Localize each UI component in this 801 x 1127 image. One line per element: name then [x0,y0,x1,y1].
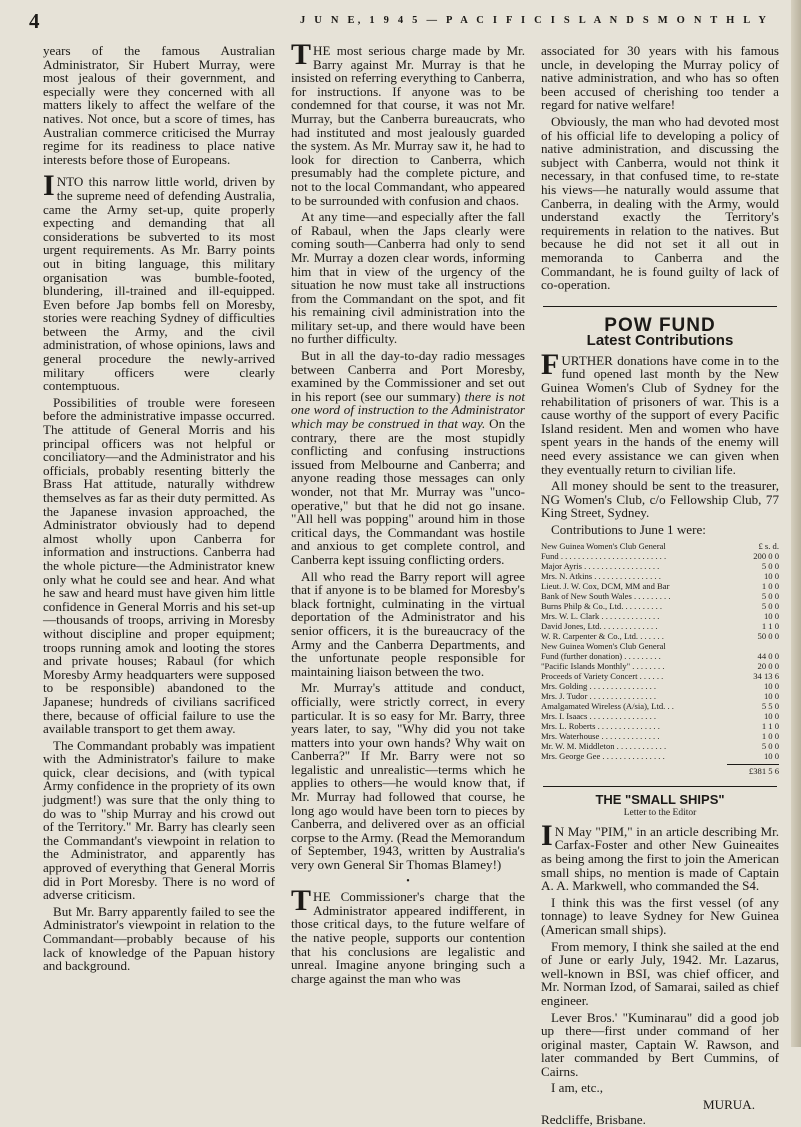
list-item [541,601,779,611]
paragraph: I think this was the first vessel (of any tonnage) to leave Sydney for New Guinea (American small ships). [541,894,779,937]
contributor-name: Major Ayris . . . . . . . . . . . . . . . . . . [541,560,660,571]
contributor-name: Burns Philp & Co., Ltd. . . . . . . . . . [541,600,663,611]
contribution-amount: 5 5 0 [761,700,779,711]
pow-fund-title: POW FUND [604,314,716,336]
contribution-rows [541,551,779,761]
contributor-name: Mrs. J. Tudor . . . . . . . . . . . . . . . . [541,690,657,701]
contributor-name: Mrs. N. Atkins . . . . . . . . . . . . . . . . [541,570,661,581]
list-item [541,731,779,741]
italic-emphasis: there is not one word of instruction to the Administrator which may be construed in that way. [291,388,525,432]
contributor-name: Mrs. W. L. Clark . . . . . . . . . . . . . . [541,610,660,621]
list-item [541,671,779,681]
list-item [541,621,779,631]
contribution-amount: 10 0 [763,680,779,691]
contribution-amount: 10 0 [763,690,779,701]
contribution-amount: 20 0 0 [757,660,779,671]
list-item [541,711,779,721]
list-item [541,551,779,561]
list-header-currency: £ s. d. [758,540,779,551]
list-item [541,641,779,651]
paragraph: At any time—and especially after the fall of Rabaul, when the Japs clearly were coming south—Canberra had only to send Mr. Murray a dozen clear words, informing him that in view of the urgency of the situation he now must take all instructions from the Commandant on the spot, and fit his remaining civil administration into the military set-up, and there would have been no further difficulty. [291,209,525,347]
page-number: 4 [29,9,40,33]
contribution-amount: 5 0 0 [761,740,779,751]
paragraph: FURTHER donations have come in to the fund opened last month by the New Guinea Women's Club of Sydney for the rehabilitation of prisoners of war. This is a cause worthy of the support of every Pacific Island resident. Men and women who have spent years in the hands of the enemy will need every assistance we can given when they eventually return to civilian life. [541,347,779,477]
paragraph: Possibilities of trouble were foreseen before the administrative impasse occurred. The attitude of General Morris and his principal officers was not helpful or conciliatory—and the Administrator and his officials, probably resenting bitterly the Brass Hat attitude, naturally withdrew themselves as far as their duty permitted. As the Japanese invasion approached, the Administrator obviously had to depend almost wholly upon Canberra for information and instructions. Canberra had the whole picture—the Administrator knew only what he could see and hear. And what he saw and heard must have given him little confidence in General Morris and his set-up—thousands of troops, arriving in Moresby without discipline and proper equipment; troops running amok and looting the stores and private houses; Rabaul (for which Moresby Army headquarters were supposed to be responsible) abandoned to the Japanese; hundreds of civilians sacrificed there, because of official failure to use the available transport to get them away. [43,394,275,737]
contributor-name: W. R. Carpenter & Co., Ltd. . . . . . . [541,630,664,641]
contribution-amount [737,641,779,651]
contributor-name: Mrs. Waterhouse . . . . . . . . . . . . . . [541,730,660,741]
total-row [541,764,779,776]
contribution-amount: 10 0 [763,710,779,721]
running-head: J U N E, 1 9 4 5 — P A C I F I C I S L A N D S M O N T H L Y [300,15,770,26]
text-run: But in all the day-to-day radio messages between Canberra and Port Moresby, examined by the Commissioner and set out in his report (see our summary) [291,348,525,404]
paragraph: All money should be sent to the treasurer, NG Women's Club, c/o Fellowship Club, 77 King Street, Sydney. [541,478,779,521]
small-ships-subtitle: Letter to the Editor [623,808,697,819]
total-amount: £381 5 6 [727,764,779,776]
address: Redcliffe, Brisbane. [541,1111,646,1127]
contributor-name: Mrs. I. Isaacs . . . . . . . . . . . . . . . . [541,710,657,721]
signature: MURUA. [702,1097,755,1113]
paragraph: All who read the Barry report will agree that if anyone is to be blamed for Moresby's black fortnight, culminating in the virtual deportation of the Administrator and his senior officers, it is the bureaucracy of the Army and the Canberra Departments, and the unfortunate people responsible for maintaining liaison between the two. [291,568,525,679]
paragraph [291,349,525,567]
paragraph: years of the famous Australian Administrator, Sir Hubert Murray, were most jealous of their government, and especially were they concerned with all matters likely to affect the welfare of the natives. Not once, but a score of times, has Australian commerce criticised the Murray regime for its readiness to place native interests before those of Europeans. [43,43,275,167]
paragraph: Lever Bros.' "Kuminarau" did a good job up there—first under command of her original master, Captain W. Rawson, and later commanded by Bert Cummins, of Cairns. [541,1009,779,1079]
contributor-name: Amalgamated Wireless (A/sia), Ltd. . . [541,700,674,711]
small-ships-title: THE "SMALL SHIPS" [595,791,725,807]
list-item [541,721,779,731]
list-item [541,691,779,701]
contributor-name: Mr. W. M. Middleton . . . . . . . . . . . . [541,740,667,751]
contributor-name: "Pacific Islands Monthly" . . . . . . . . [541,660,665,671]
list-header [541,541,779,551]
list-item [541,611,779,621]
page-edge-shadow [791,0,801,1047]
list-item [541,581,779,591]
contribution-amount: 50 0 0 [757,630,779,641]
contributions-list [541,541,779,776]
text-run: On the contrary, there are the most stupidly conflicting and confusing instructions issued from Melbourne and Canberra; and anyone reading those messages can only wonder, not that Mr. Murray was "unco-operative," but that he did not go insane. "All hell was popping" around him in those critical days, the Commandant was hostile and anxious to get complete control, and Canberra kept issuing conflicting orders. [291,416,526,567]
contributor-name: Mrs. Golding . . . . . . . . . . . . . . . . [541,680,657,691]
contribution-amount: 1 0 0 [761,580,779,591]
contributor-name: Bank of New South Wales . . . . . . . . . [541,590,671,601]
contribution-amount: 10 0 [763,750,779,761]
contribution-amount: 5 0 0 [761,560,779,571]
contribution-amount: 1 1 0 [761,620,779,631]
paragraph: THE most serious charge made by Mr. Barry against Mr. Murray is that he insisted on referring everything to Canberra, for instructions. If anyone was to be condemned for that course, it was not Mr. Murray, but the Canberra bureaucrats, who had instituted and most jealously guarded the system. As Mr. Murray saw it, he had to look for direction to Canberra, which presumably had the complete picture, and not to the local Commandant, who appeared to be surrounded with confusion and chaos. [291,38,525,208]
section-rule [543,306,777,307]
contributor-name: Proceeds of Variety Concert . . . . . . [541,670,664,681]
contribution-amount: 5 0 0 [761,590,779,601]
paragraph: Contributions to June 1 were: [551,522,706,537]
pow-fund-subtitle: Latest Contributions [586,332,734,350]
list-item [541,651,779,661]
contributor-name: Fund (further donation) . . . . . . . . . [541,650,661,661]
paragraph: IN May "PIM," in an article describing Mr. Carfax-Foster and other New Guineaites as being among the first to join the American small ships, no mention is made of Captain A. A. Markwell, who commanded the S4. [541,818,779,894]
list-item [541,571,779,581]
contributor-name: Lieut. J. W. Cox, DCM, MM and Bar [541,580,670,591]
closing: I am, etc., [551,1080,603,1096]
list-item [541,681,779,691]
contribution-amount: 5 0 0 [761,600,779,611]
list-item [541,631,779,641]
contribution-amount: 34 13 6 [753,670,779,681]
list-item [541,741,779,751]
contributor-name: Mrs. L. Roberts . . . . . . . . . . . . . . . [541,720,660,731]
paragraph: From memory, I think she sailed at the end of June or early July, 1942. Mr. Lazarus, well-known in BSI, was chief officer, and Mr. Norman Izod, of Samarai, sailed as chief engineer. [541,938,779,1008]
contribution-amount: 10 0 [763,610,779,621]
paragraph: INTO this narrow little world, driven by the supreme need of defending Australia, came the Army set-up, quite properly expecting and demanding that all considerations be subverted to its most urgent requirements. As Mr. Barry points out in biting language, this military organisation was bumble-footed, blundering, ill-trained and ill-equipped. Even before Jap bombs fell on Moresby, stories were reaching Sydney of difficulties between the Army, and the civil administration, of whose opinions, laws and general procedure the newly-arrived military officers were clearly contemptuous. [43,169,275,394]
list-item [541,751,779,761]
column-1 [43,44,275,976]
contributor-name: Fund . . . . . . . . . . . . . . . . . . . . . . . . . [541,550,667,561]
paragraph: THE Commissioner's charge that the Administrator appeared indifferent, in those critical days, to the future welfare of the native people, supports our contention that his conclusions are legalistic and unreal. Imagine anyone bringing such a charge against the man who was [291,884,525,986]
paragraph: But Mr. Barry apparently failed to see the Administrator's viewpoint in relation to the Commandant—probably because of his lack of knowledge of the Papuan history and background. [43,903,275,974]
list-header-name: New Guinea Women's Club General [541,540,666,551]
paragraph: Mr. Murray's attitude and conduct, officially, were strictly correct, in every particular. It is so easy for Mr. Barry, three years later, to say, "Why did you not take matters into your own hands? Why wait on Canberra?" If Mr. Barry were not so legalistic and unrealistic—terms which he applies to others—he would know that, if Mr. Murray had followed that course, he long ago would have been torn to pieces by Canberra, and delivered over as an official corpse to the Army. (Read the Memorandum of September, 1943, written by Australia's very own General Sir Thomas Blamey!) [291,680,525,873]
contributor-name: New Guinea Women's Club General [541,640,666,651]
contribution-amount: 1 1 0 [761,720,779,731]
column-2 [291,38,526,988]
paragraph: Obviously, the man who had devoted most of his official life to developing a policy of native administration, and discussing the subject with Canberra, would not think it necessary, in that confused time, to re-state his views—he naturally would assume that Canberra, in dealing with the Army, would understand exactly the Territory's requirements in relation to the natives. But because he did not set it all out in memoranda to Canberra and the Commandant, he is found guilty of lack of co-operation. [541,113,779,293]
list-item [541,561,779,571]
list-item [541,591,779,601]
section-rule [543,786,777,787]
paragraph: The Commandant probably was impatient with the Administrator's failure to make quick, clear decisions, and (with typical Army confidence in the propriety of its own judgment!) was sure that the only thing to do was to "ship Murray and his crowd out of the Territory." Mr. Barry has clearly seen the Commandant's viewpoint in relation to the Administrator, and apparently has approved of everything that General Morris did in Port Moresby. There is no word of adverse criticism. [43,737,275,903]
contribution-amount: 1 0 0 [761,730,779,741]
contribution-amount: 10 0 [763,570,779,581]
list-item [541,661,779,671]
paragraph: associated for 30 years with his famous uncle, in developing the Murray policy of native administration, and who has so often been accused of cherishing too tender a regard for native welfare! [541,43,779,113]
contributor-name: David Jones, Ltd. . . . . . . . . . . . . . [541,620,658,631]
column-3 [541,44,779,1126]
list-item [541,701,779,711]
contributor-name: Mrs. George Gee . . . . . . . . . . . . . . . [541,750,665,761]
section-separator: • [406,875,410,887]
contribution-amount: 44 0 0 [757,650,779,661]
contribution-amount: 200 0 0 [753,550,779,561]
